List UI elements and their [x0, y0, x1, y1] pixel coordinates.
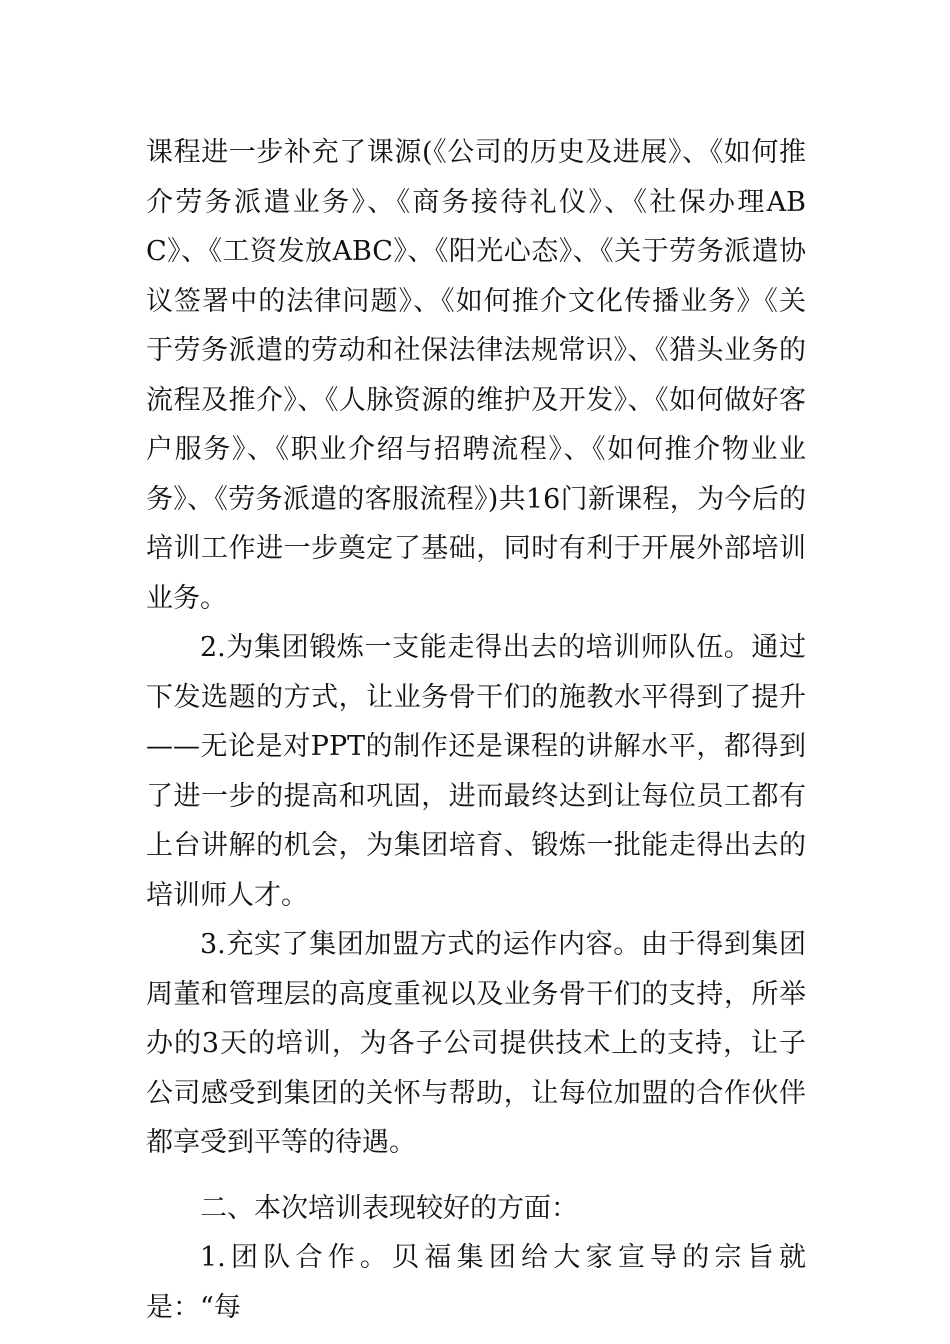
paragraph-teamwork: 1.团队合作。贝福集团给大家宣导的宗旨就是：“每	[146, 1242, 806, 1323]
document-body	[146, 128, 806, 1332]
paragraph-franchise-content: 3.充实了集团加盟方式的运作内容。由于得到集团周董和管理层的高度重视以及业务骨干们的支持，所举办的3天的培训，为各子公司提供技术上的支持，让子公司感受到集团的关怀与帮助，让每位加盟的合作伙伴都享受到平等的待遇。	[146, 929, 806, 1158]
paragraph-trainer-team: 2.为集团锻炼一支能走得出去的培训师队伍。通过下发选题的方式，让业务骨干们的施教水平得到了提升——无论是对PPT的制作还是课程的讲解水平，都得到了进一步的提高和巩固，进而最终达到让每位员工都有上台讲解的机会，为集团培育、锻炼一批能走得出去的培训师人才。	[146, 632, 806, 911]
section-heading-highlights: 二、本次培训表现较好的方面：	[200, 1192, 578, 1224]
paragraph-course-list: 课程进一步补充了课源(《公司的历史及进展》、《如何推介劳务派遣业务》、《商务接待礼仪》、《社保办理ABC》、《工资发放ABC》、《阳光心态》、《关于劳务派遣协议签署中的法律问题》、《如何推介文化传播业务》《关于劳务派遣的劳动和社保法律法规常识》、《猎头业务的流程及推介》、《人脉资源的维护及开发》、《如何做好客户服务》、《职业介绍与招聘流程》、《如何推介物业业务》、《劳务派遣的客服流程》)共16门新课程，为今后的培训工作进一步奠定了基础，同时有利于开展外部培训业务。	[146, 137, 806, 614]
